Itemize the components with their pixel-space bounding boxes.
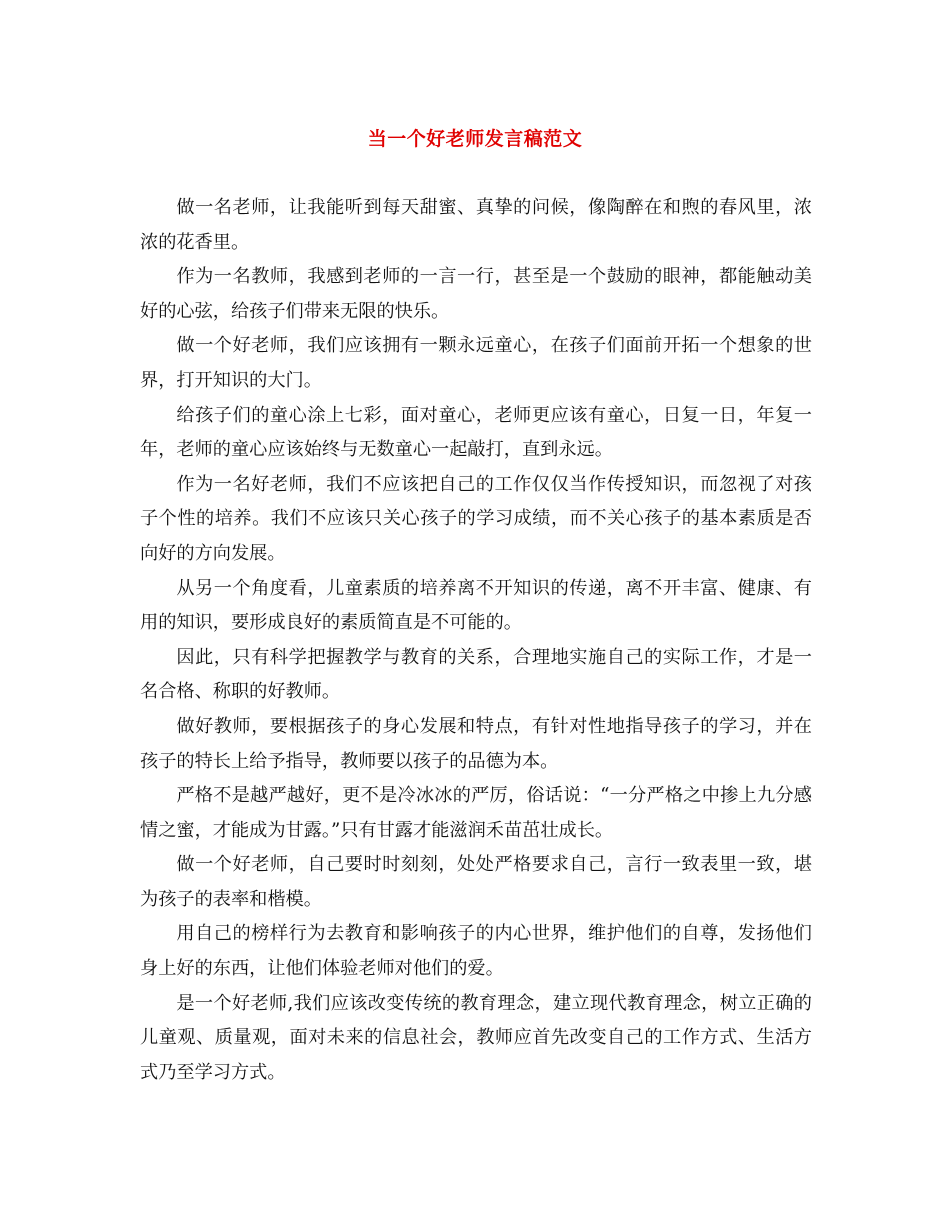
paragraph: 做一个好老师，自己要时时刻刻，处处严格要求自己，言行一致表里一致，堪为孩子的表率和楷模。: [140, 854, 812, 910]
paragraph: 是一个好老师,我们应该改变传统的教育理念，建立现代教育理念，树立正确的儿童观、质量观，面对未来的信息社会，教师应首先改变自己的工作方式、生活方式乃至学习方式。: [140, 992, 812, 1083]
paragraph: 做一名老师，让我能听到每天甜蜜、真挚的问候，像陶醉在和煦的春风里，浓浓的花香里。: [140, 197, 812, 253]
paragraph: 因此，只有科学把握教学与教育的关系，合理地实施自己的实际工作，才是一名合格、称职的好教师。: [140, 646, 812, 703]
paragraph: 从另一个角度看，儿童素质的培养离不开知识的传递，离不开丰富、健康、有用的知识，要形成良好的素质简直是不可能的。: [140, 577, 812, 634]
paragraph: 作为一名好老师，我们不应该把自己的工作仅仅当作传授知识，而忽视了对孩子个性的培养。我们不应该只关心孩子的学习成绩，而不关心孩子的基本素质是否向好的方向发展。: [140, 473, 812, 564]
paragraph: 严格不是越严越好，更不是冷冰冰的严厉，俗话说：“一分严格之中掺上九分感情之蜜，才能成为甘露。”只有甘露才能滋润禾苗茁壮成长。: [140, 785, 812, 841]
document-body: [140, 191, 812, 1090]
paragraph: 给孩子们的童心涂上七彩，面对童心，老师更应该有童心，日复一日，年复一年，老师的童心应该始终与无数童心一起敲打，直到永远。: [140, 404, 812, 461]
document-title: 当一个好老师发言稿范文: [367, 128, 583, 150]
paragraph: 作为一名教师，我感到老师的一言一行，甚至是一个鼓励的眼神，都能触动美好的心弦，给孩子们带来无限的快乐。: [140, 266, 812, 322]
paragraph: 做好教师，要根据孩子的身心发展和特点，有针对性地指导孩子的学习，并在孩子的特长上给予指导，教师要以孩子的品德为本。: [140, 715, 812, 772]
paragraph: 做一个好老师，我们应该拥有一颗永远童心，在孩子们面前开拓一个想象的世界，打开知识的大门。: [140, 335, 812, 391]
paragraph: 用自己的榜样行为去教育和影响孩子的内心世界，维护他们的自尊，发扬他们身上好的东西，让他们体验老师对他们的爱。: [140, 923, 812, 980]
